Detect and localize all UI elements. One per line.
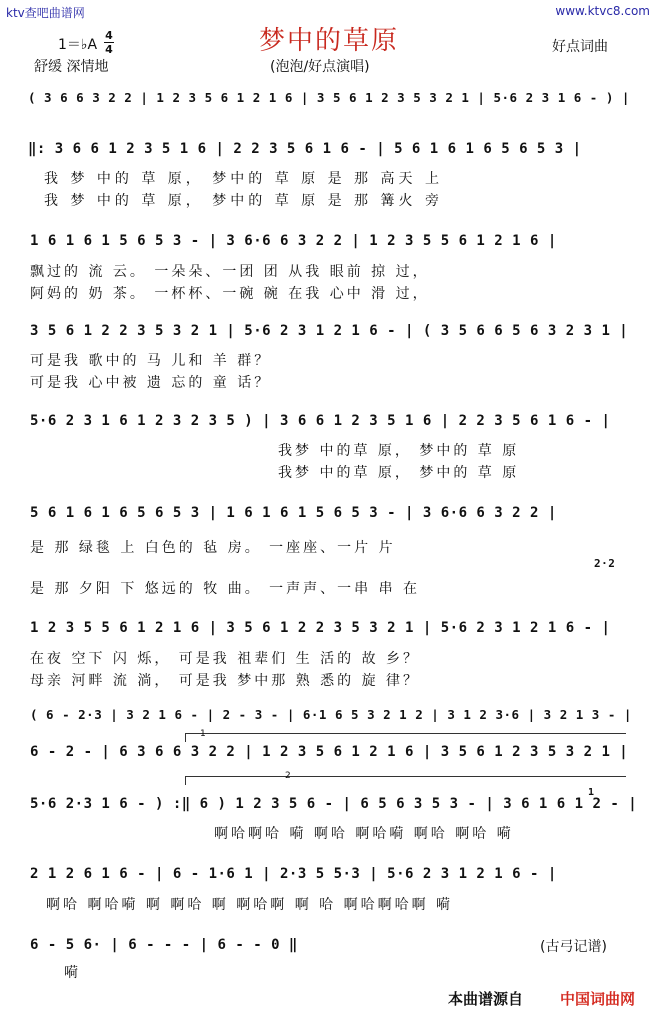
source-site-link[interactable]: 中国词曲网	[560, 990, 636, 1008]
lyric-7-verse-1: 在夜 空下 闪 烁， 可是我 祖辈们 生 活的 故 乡？	[30, 651, 421, 667]
source-label: 本曲谱源自	[448, 990, 524, 1008]
score-line-4: 3 5 6 1 2 2 3 5 3 2 1 | 5·6 2 3 1 2 1 6 - | ( 3 5 6 6 5 6 3 2 3 1 |	[30, 323, 629, 339]
lyric-5-verse-1: 我梦 中的草 原， 梦中的 草 原	[278, 443, 520, 459]
lyric-6-verse-1: 是 那 绿毯 上 白色的 毡 房。 一座座、一片 片	[30, 540, 396, 556]
site-watermark-right: www.ktvc8.com	[555, 4, 650, 18]
lyric-3-verse-1: 飘过的 流 云。 一朵朵、一团 团 从我 眼前 掠 过，	[30, 264, 430, 280]
lyric-4-verse-2: 可是我 心中被 遗 忘的 童 话？	[30, 375, 272, 391]
meter-top: 4	[105, 29, 113, 42]
score-line-11: 2 1 2 6 1 6 - | 6 - 1·6 1 | 2·3 5 5·3 | 5·6 2 3 1 2 1 6 - |	[30, 866, 557, 882]
score-line-5: 5·6 2 3 1 6 1 2 3 2 3 5 ) | 3 6 6 1 2 3 5 1 6 | 2 2 3 5 6 1 6 - |	[30, 413, 611, 429]
transcriber-credit: (古弓记谱)	[540, 939, 607, 955]
score-line-9: 6 - 2 - | 6 3 6 6 3 2 2 | 1 2 3 5 6 1 2 1 6 | 3 5 6 1 2 3 5 3 2 1 |	[30, 744, 629, 760]
score-line-6: 5 6 1 6 1 6 5 6 5 3 | 1 6 1 6 1 5 6 5 3 - | 3 6·6 6 3 2 2 |	[30, 505, 557, 521]
song-title: 梦中的草原	[258, 26, 399, 56]
lyric-7-verse-2: 母亲 河畔 流 淌， 可是我 梦中那 熟 悉的 旋 律？	[30, 673, 421, 689]
lyric-6-verse-2: 是 那 夕阳 下 悠远的 牧 曲。 一声声、一串 串 在	[30, 581, 421, 597]
lyric-4-verse-1: 可是我 歌中的 马 儿和 羊 群？	[30, 353, 272, 369]
volta-2-bracket	[185, 776, 626, 785]
score-line-12: 6 - 5 6· | 6 - - - | 6 - - 0 ‖	[30, 937, 298, 953]
score-line-7: 1 2 3 5 5 6 1 2 1 6 | 3 5 6 1 2 2 3 5 3 2 1 | 5·6 2 3 1 2 1 6 - |	[30, 620, 611, 636]
volta-1-label: 1	[200, 729, 206, 739]
score-line-8: ( 6 - 2·3 | 3 2 1 6 - | 2 - 3 - | 6·1 6 5 3 2 1 2 | 3 1 2 3·6 | 3 2 1 3 - |	[30, 707, 632, 722]
lyricist-credit: 好点词曲	[552, 39, 608, 55]
lyric-12: 嗬	[64, 965, 81, 981]
small-note: 1	[588, 787, 595, 798]
score-line-2: ‖: 3 6 6 1 2 3 5 1 6 | 2 2 3 5 6 1 6 - | 5 6 1 6 1 6 5 6 5 3 |	[28, 141, 582, 157]
lyric-2-verse-2: 我 梦 中的 草 原， 梦中的 草 原 是 那 篝火 旁	[44, 193, 443, 209]
lyric-2-verse-1: 我 梦 中的 草 原， 梦中的 草 原 是 那 高天 上	[44, 171, 443, 187]
tempo-marking: 舒缓 深情地	[34, 59, 109, 75]
lyric-3-verse-2: 阿妈的 奶 茶。 一杯杯、一碗 碗 在我 心中 滑 过，	[30, 286, 430, 302]
volta-2-label: 2	[285, 771, 291, 781]
grace-note: 2·2	[594, 557, 616, 570]
lyric-10: 啊哈啊哈 嗬 啊哈 啊哈嗬 啊哈 啊哈 嗬	[214, 826, 514, 842]
key-signature: 1＝♭A	[58, 37, 98, 53]
singer-credit: (泡泡/好点演唱)	[270, 59, 370, 75]
lyric-11: 啊哈 啊哈嗬 啊 啊哈 啊 啊哈啊 啊 哈 啊哈啊哈啊 嗬	[46, 897, 454, 913]
score-line-10: 5·6 2·3 1 6 - ) :‖ 6 ) 1 2 3 5 6 - | 6 5 6 3 5 3 - | 3 6 1 6 1 2 - |	[30, 796, 638, 812]
volta-1-bracket	[185, 733, 626, 742]
score-line-3: 1 6 1 6 1 5 6 5 3 - | 3 6·6 6 3 2 2 | 1 2 3 5 5 6 1 2 1 6 |	[30, 233, 557, 249]
meter-bottom: 4	[105, 43, 113, 56]
time-signature	[104, 30, 114, 55]
lyric-5-verse-2: 我梦 中的草 原， 梦中的 草 原	[278, 465, 520, 481]
score-line-1: ( 3 6 6 3 2 2 | 1 2 3 5 6 1 2 1 6 | 3 5 6 1 2 3 5 3 2 1 | 5·6 2 3 1 6 - ) |	[28, 90, 630, 105]
site-watermark-left: ktv查吧曲谱网	[6, 6, 85, 20]
